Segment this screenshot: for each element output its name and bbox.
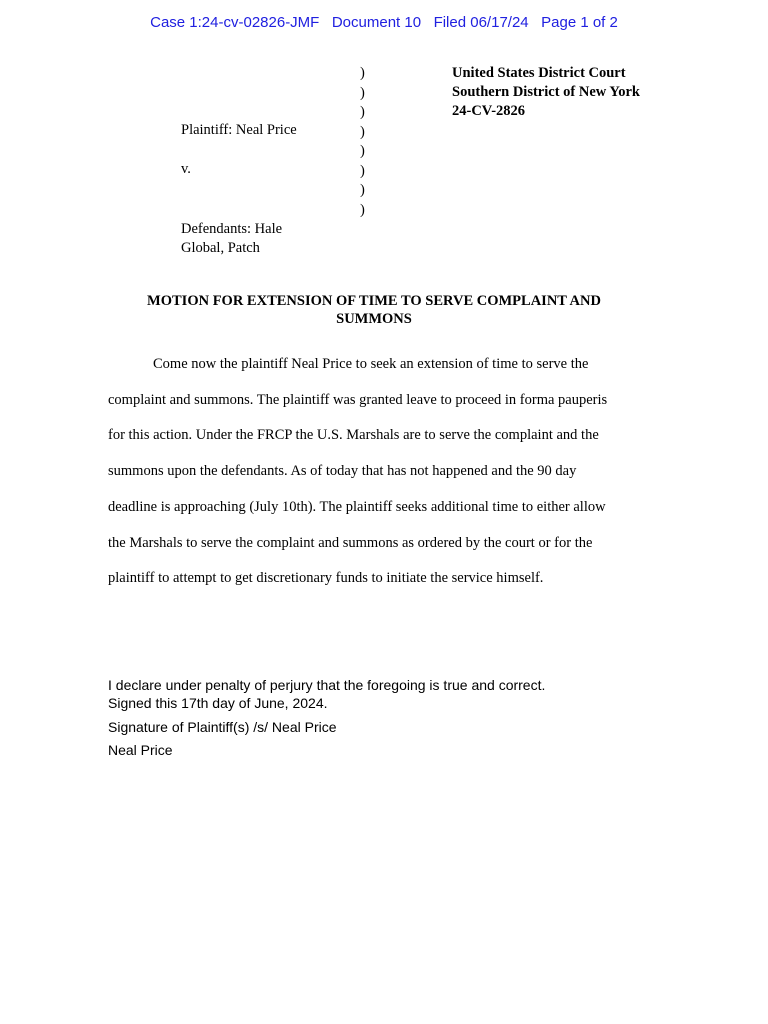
caption-paren: ) (360, 143, 365, 159)
plaintiff-printed-name: Neal Price (108, 742, 173, 758)
body-line: plaintiff to attempt to get discretionary funds to initiate the service himself. (108, 570, 544, 587)
docket-number: 24-CV-2826 (452, 103, 526, 119)
declaration-block (108, 676, 545, 759)
signed-date: Signed this 17th day of June, 2024. (108, 695, 328, 711)
caption-paren: ) (360, 104, 365, 120)
body-line: summons upon the defendants. As of today that has not happened and the 90 day (108, 463, 577, 480)
body-line: the Marshals to serve the complaint and summons as ordered by the court or for the (108, 534, 593, 551)
body-line: Come now the plaintiff Neal Price to seek an extension of time to serve the (153, 356, 589, 372)
caption-paren: ) (360, 182, 365, 198)
caption-parentheses (360, 64, 365, 220)
plaintiff-name: Plaintiff: Neal Price (181, 122, 297, 138)
perjury-statement: I declare under penalty of perjury that the foregoing is true and correct. (108, 677, 546, 693)
body-line: for this action. Under the FRCP the U.S. Marshals are to serve the complaint and the (108, 427, 599, 444)
caption-paren: ) (360, 162, 365, 179)
caption-paren: ) (360, 84, 365, 101)
caption-paren: ) (360, 201, 365, 218)
court-district: Southern District of New York (452, 84, 640, 100)
body-line: deadline is approaching (July 10th). The plaintiff seeks additional time to either allow (108, 498, 606, 515)
motion-title: MOTION FOR EXTENSION OF TIME TO SERVE COMPLAINT AND SUMMONS (147, 293, 601, 327)
court-name: United States District Court (452, 65, 626, 81)
defendants-names: Defendants: Hale Global, Patch (181, 221, 283, 256)
versus-label: v. (181, 161, 191, 177)
caption-paren: ) (360, 123, 365, 140)
court-info (452, 64, 640, 121)
ecf-header-stamp: Case 1:24-cv-02826-JMF Document 10 Filed 06/17/24 Page 1 of 2 (150, 14, 618, 31)
motion-body (108, 347, 648, 597)
plaintiff-signature: Signature of Plaintiff(s) /s/ Neal Price (108, 719, 337, 735)
caption-paren: ) (360, 65, 365, 81)
body-line: complaint and summons. The plaintiff was granted leave to proceed in forma pauperis (108, 391, 608, 408)
